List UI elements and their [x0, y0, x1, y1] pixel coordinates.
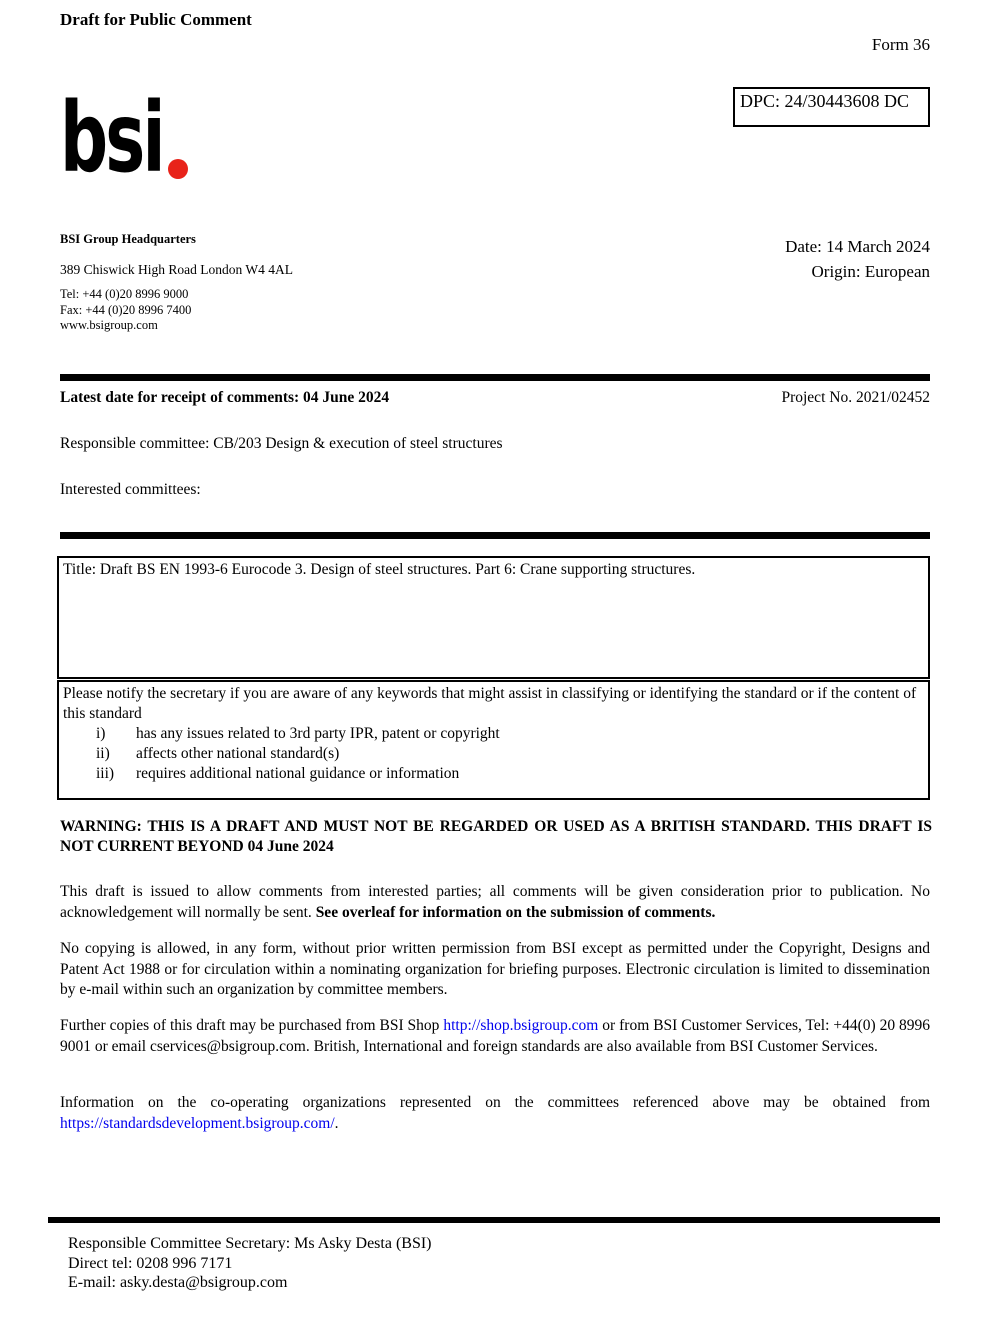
comments-deadline-row	[60, 389, 930, 407]
keywords-list-item	[63, 724, 924, 744]
draft-for-public-comment-heading: Draft for Public Comment	[60, 10, 252, 29]
keywords-notice-box	[57, 680, 930, 800]
document-date: Date: 14 March 2024	[785, 237, 930, 256]
headquarters-street: 389 Chiswick High Road London W4 4AL	[60, 261, 293, 277]
horizontal-divider-middle	[60, 532, 930, 539]
text-segment: See overleaf for information on the submission of comments.	[315, 903, 716, 921]
bsi-logo-text: bsi	[60, 82, 163, 194]
text-segment: Further copies of this draft may be purchased from BSI Shop	[60, 1017, 444, 1034]
list-marker-ii: ii)	[96, 745, 110, 762]
dpc-number-text: DPC: 24/30443608 DC	[740, 91, 910, 111]
headquarters-fax: Fax: +44 (0)20 8996 7400	[60, 302, 192, 317]
text-segment: No copying is allowed, in any form, without prior written permission from BSI except as permitted under the Copyright, Designs and Patent Act 1988 or for circulation within a nominating organization for briefing purposes. Electronic circulation is limited to dissemination by e-mail within such an organization by committee members.	[60, 940, 930, 998]
responsible-committee-line: Responsible committee: CB/203 Design & execution of steel structures	[60, 435, 503, 452]
committee-secretary-tel: Direct tel: 0208 996 7171	[68, 1254, 233, 1272]
project-number: Project No. 2021/02452	[781, 389, 930, 406]
list-marker-i: i)	[96, 725, 106, 742]
list-marker-iii: iii)	[96, 765, 115, 782]
paragraph-further-copies	[60, 1016, 930, 1057]
paragraph-comments-issuance	[60, 882, 930, 923]
headquarters-name: BSI Group Headquarters	[60, 232, 196, 246]
text-segment: .	[334, 1114, 339, 1132]
keywords-list-item	[63, 744, 924, 764]
bsi-logo	[60, 82, 240, 194]
keywords-list-item	[63, 764, 924, 784]
keywords-intro-text: Please notify the secretary if you are aware of any keywords that might assist in classifying or identifying the standard or if the content of this standard	[63, 685, 917, 722]
committee-secretary-email: E-mail: asky.desta@bsigroup.com	[68, 1274, 288, 1291]
dpc-number-box	[733, 87, 930, 127]
list-item-text: requires additional national guidance or information	[136, 765, 460, 782]
committee-secretary-name: Responsible Committee Secretary: Ms Asky Desta (BSI)	[68, 1235, 432, 1252]
draft-warning-text: WARNING: THIS IS A DRAFT AND MUST NOT BE REGARDED OR USED AS A BRITISH STANDARD. THIS DRAFT IS NOT CURRENT BEYOND 04 June 2024	[60, 818, 932, 855]
list-item-text: affects other national standard(s)	[136, 745, 340, 762]
committee-secretary-block	[68, 1234, 432, 1293]
horizontal-divider-bottom	[48, 1217, 940, 1223]
text-segment: Information on the co-operating organizations represented on the committees referenced above may be obtained from	[60, 1094, 930, 1111]
horizontal-divider-top	[60, 374, 930, 381]
interested-committees-line: Interested committees:	[60, 481, 201, 498]
paragraph-no-copying	[60, 939, 930, 1001]
list-item-text: has any issues related to 3rd party IPR, patent or copyright	[136, 725, 500, 742]
latest-comments-date: Latest date for receipt of comments: 04 June 2024	[60, 389, 390, 406]
document-origin: Origin: European	[811, 262, 930, 281]
date-origin-block	[785, 234, 930, 284]
headquarters-tel: Tel: +44 (0)20 8996 9000	[60, 287, 189, 301]
headquarters-website: www.bsigroup.com	[60, 318, 158, 332]
inline-link[interactable]: http://shop.bsigroup.com	[443, 1017, 599, 1034]
form-number-label: Form 36	[871, 35, 930, 54]
headquarters-address-block	[60, 232, 293, 334]
standard-title-text: Title: Draft BS EN 1993-6 Eurocode 3. Design of steel structures. Part 6: Crane supporting structures.	[63, 561, 696, 578]
standard-title-box	[57, 556, 930, 679]
text-segment: or from BSI Customer Services, Tel: +44(0) 20 8996 9001 or email cservices@bsigroup.com. British, International and foreign standards are also available from BSI Customer Services.	[60, 1017, 931, 1055]
bsi-logo-red-dot-icon	[168, 159, 188, 179]
text-segment: This draft is issued to allow comments from interested parties; all comments will be given consideration prior to publication. No acknowledgement will normally be sent.	[60, 883, 930, 921]
inline-link[interactable]: https://standardsdevelopment.bsigroup.com/	[60, 1114, 335, 1132]
paragraph-cooperating-organizations	[60, 1093, 930, 1134]
